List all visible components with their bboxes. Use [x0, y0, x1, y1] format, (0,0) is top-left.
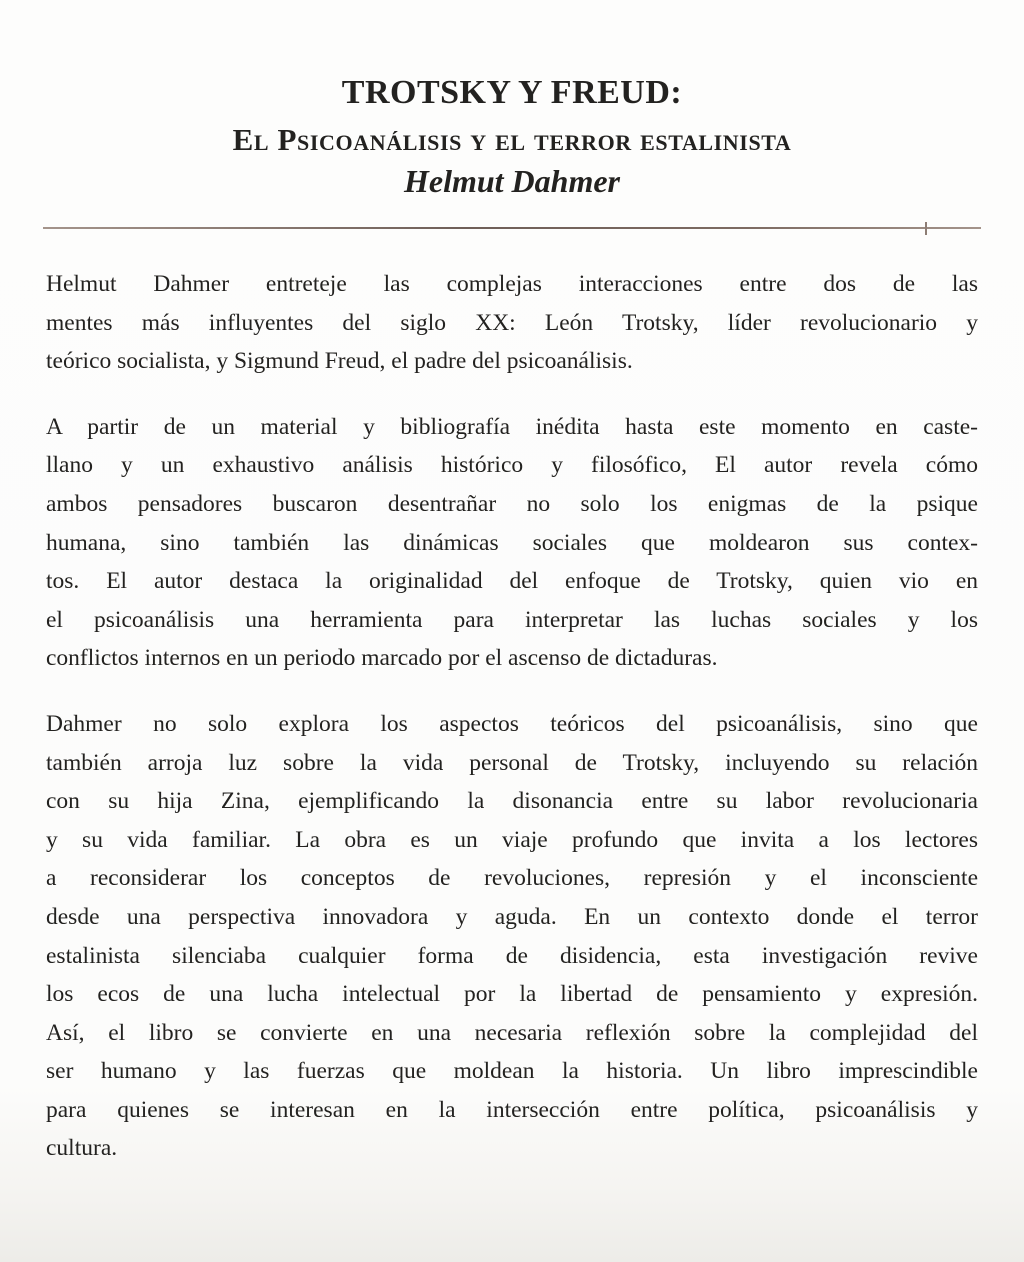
- text-line: los ecos de una lucha intelectual por la libertad de pensamiento y expresión.: [46, 981, 978, 1008]
- text-line: humana, sino también las dinámicas sociales que moldearon sus contex-: [46, 529, 978, 556]
- text-line: ambos pensadores buscaron desentrañar no solo los enigmas de la psique: [46, 490, 978, 517]
- text-line: ser humano y las fuerzas que moldean la historia. Un libro imprescindible: [46, 1058, 978, 1085]
- text-line: también arroja luz sobre la vida personal de Trotsky, incluyendo su relación: [46, 749, 978, 776]
- book-author: Helmut Dahmer: [403, 163, 620, 199]
- text-line: tos. El autor destaca la originalidad del enfoque de Trotsky, quien vio en: [46, 568, 978, 595]
- text-line: cultura.: [46, 1135, 118, 1162]
- text-line: Así, el libro se convierte en una necesaria reflexión sobre la complejidad del: [46, 1019, 978, 1046]
- paragraph: [46, 265, 978, 381]
- text-line: A partir de un material y bibliografía inédita hasta este momento en caste-: [46, 413, 978, 440]
- body-text: [46, 265, 978, 1168]
- text-line: a reconsiderar los conceptos de revoluciones, represión y el inconsciente: [46, 865, 978, 892]
- text-line: estalinista silenciaba cualquier forma de disidencia, esta investigación revive: [46, 942, 978, 969]
- text-line: y su vida familiar. La obra es un viaje profundo que invita a los lectores: [46, 826, 978, 853]
- text-line: para quienes se interesan en la intersección entre política, psicoanálisis y: [46, 1096, 978, 1123]
- text-line: conflictos internos en un periodo marcado por el ascenso de dictaduras.: [46, 645, 718, 672]
- text-line: Helmut Dahmer entreteje las complejas interacciones entre dos de las: [46, 271, 978, 297]
- text-line: desde una perspectiva innovadora y aguda. En un contexto donde el terror: [46, 903, 978, 930]
- paragraph: [46, 408, 978, 678]
- title-divider-rule: [43, 227, 981, 229]
- book-title: TROTSKY Y FREUD:: [341, 74, 683, 111]
- text-line: mentes más influyentes del siglo XX: León Trotsky, líder revolucionario y: [46, 309, 978, 336]
- title-block: [0, 0, 1024, 197]
- text-line: teórico socialista, y Sigmund Freud, el padre del psicoanálisis.: [46, 348, 633, 375]
- book-subtitle: El Psicoanálisis y el terror estalinista: [232, 122, 792, 157]
- divider-tick-artifact: [925, 222, 927, 235]
- text-line: el psicoanálisis una herramienta para interpretar las luchas sociales y los: [46, 606, 978, 633]
- text-line: Dahmer no solo explora los aspectos teóricos del psicoanálisis, sino que: [46, 710, 978, 737]
- paragraph: [46, 705, 978, 1168]
- text-line: llano y un exhaustivo análisis histórico y filosófico, El autor revela cómo: [46, 452, 978, 479]
- text-line: con su hija Zina, ejemplificando la disonancia entre su labor revolucionaria: [46, 788, 978, 815]
